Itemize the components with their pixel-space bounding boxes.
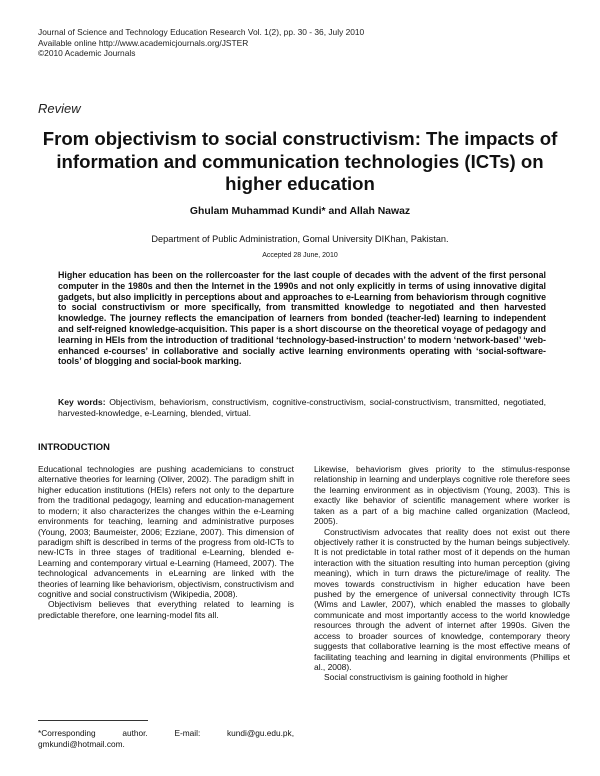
section-heading: INTRODUCTION	[38, 441, 110, 452]
keywords-label: Key words:	[58, 397, 106, 407]
journal-header	[38, 27, 364, 59]
keywords	[58, 397, 546, 419]
paragraph: Educational technologies are pushing academicians to construct alternative theories for learning (Oliver, 2002). The paradigm shift in higher education institutions (HEIs) refers not only to the departure from the traditional pedagogy, learning and education-management to modern; it also characterizes the changes within the e-Learning environments for teaching, learning and administrative purposes (Young, 2003; Baumeister, 2006; Ezziane, 2007). This dimension of paradigm shift is described in terms of the progress from old-ICTs to new-ICTs in three stages of traditional e-Learning, blended e-Learning and contemporary virtual e-Learning (Hameed, 2007). The technological advancements in eLearning are linked with the theories of learning like behaviorism, objectivism, constructivism and cognitive and social constructivism (Wikipedia, 2008).	[38, 464, 294, 600]
article-type: Review	[38, 101, 81, 116]
paragraph: Likewise, behaviorism gives priority to the stimulus-response relationship in learning and underplays cognitive role therefore sees the learning environment as in objectivism (Young, 2003). This is exactly like behavior of scientific management where worker is taken as a part of a big machine called organization (Macleod, 2005).	[314, 464, 570, 527]
journal-copyright: ©2010 Academic Journals	[38, 48, 136, 58]
authors: Ghulam Muhammad Kundi* and Allah Nawaz	[189, 206, 411, 217]
journal-citation: Journal of Science and Technology Education Research Vol. 1(2), pp. 30 - 36, July 2010	[38, 27, 365, 37]
paper-title: From objectivism to social constructivism: The impacts of information and communication technologies (ICTs) on higher education	[42, 128, 558, 194]
paragraph: Objectivism believes that everything related to learning is predictable therefore, one learning-model fits all.	[38, 599, 294, 620]
body-column-right	[314, 464, 570, 683]
accepted-date: Accepted 28 June, 2010	[262, 252, 338, 259]
paragraph: Social constructivism is gaining foothold in higher	[324, 672, 508, 683]
abstract: Higher education has been on the rollercoaster for the last couple of decades with the advent of the first personal computer in the 1980s and then the Internet in the 1990s and not only explicitly in terms of using innovative digital gadgets, but also implicitly in perceptions about and approaches to e-Learning from behaviorism through cognitive to social constructivism or more specifically, from transmitted knowledge to negotiated and then harvested knowledge. The journey reflects the emancipation of learners from bonded (teacher-led) learning to independent and self-reigned knowledge-acquisition. This paper is a short discourse on the theoretical voyage of pedagogy and learning in HEIs from the introduction of traditional ‘technology-based-instruction’ to modern ‘network-based’ ‘web-enhanced e-courses’ in collaborative and socially active learning environments operating with ‘social-software-tools’ of blogging and social-book marking.	[58, 270, 546, 367]
affiliation: Department of Public Administration, Gomal University DIKhan, Pakistan.	[151, 234, 449, 244]
footnote-divider	[38, 720, 148, 721]
paragraph: Constructivism advocates that reality does not exist out there objectively rather it is constructed by the human beings subjectively. It is not predictable in total rather most of it depends on the human interaction with the situation resulting into human perception (giving meaning), which in turn draws the picture/image of reality. The moves towards constructivism in higher education have been pushed by the emergence of universal connectivity through ICTs (Wims and Lawler, 2007), which enabled the masses to globally communicate and most importantly access to the world knowledge resources through the advent of internet after 1990s. Given the access to broader sources of knowledge, contemporary theory suggests that collaborative learning is the most effective means of facilitating teaching and learning in digital environments (Phillips et al., 2008).	[314, 526, 570, 673]
journal-url: Available online http://www.academicjournals.org/JSTER	[38, 37, 249, 48]
footnote: *Corresponding author. E-mail: kundi@gu.edu.pk, gmkundi@hotmail.com.	[38, 728, 294, 749]
keywords-text: Objectivism, behaviorism, constructivism, cognitive-constructivism, social-constructivism, transmitted, negotiated, harvested-knowledge, e-Learning, blended, virtual.	[58, 397, 546, 418]
body-column-left	[38, 464, 294, 620]
